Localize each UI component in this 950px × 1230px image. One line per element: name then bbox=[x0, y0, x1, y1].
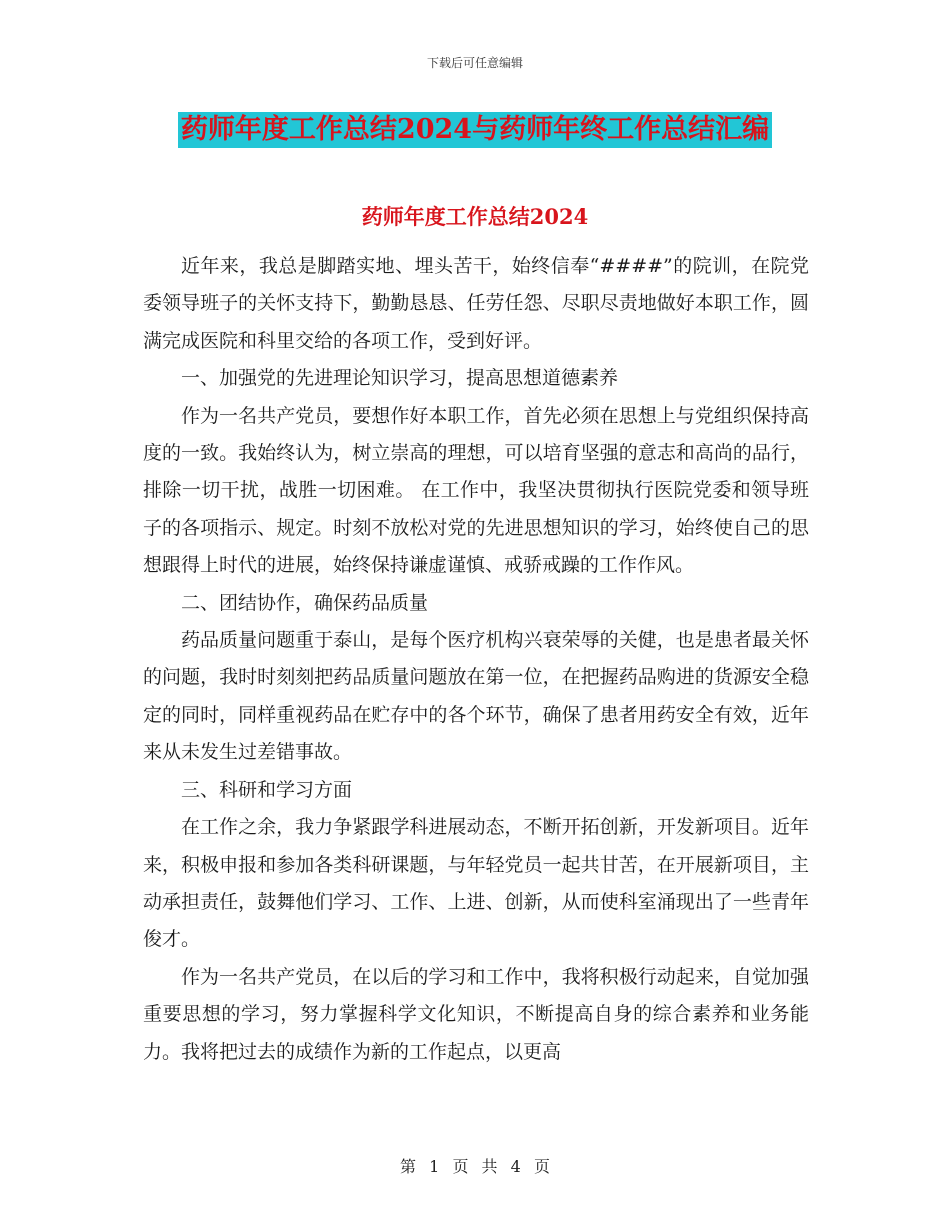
footer-gong: 共 bbox=[481, 1157, 498, 1176]
paragraph-2: 药品质量问题重于泰山，是每个医疗机构兴衰荣辱的关健，也是患者最关怀的问题，我时时刻刻把药品质量问题放在第一位，在把握药品购进的货源安全稳定的同时，同样重视药品在贮存中的各个环节，确保了患者用药安全有效，近年来从未发生过差错事故。 bbox=[143, 629, 809, 764]
page-footer bbox=[0, 1154, 950, 1177]
heading-2: 二、团结协作，确保药品质量 bbox=[181, 591, 429, 614]
footer-di: 第 bbox=[400, 1157, 417, 1176]
paragraph-3: 在工作之余，我力争紧跟学科进展动态，不断开拓创新，开发新项目。近年来，积极申报和参加各类科研课题，与年轻党员一起共甘苦，在开展新项目，主动承担责任，鼓舞他们学习、工作、上进、创新，从而使科室涌现出了一些青年俊才。 bbox=[143, 816, 809, 951]
page-header-note: 下载后可任意编辑 bbox=[426, 56, 523, 70]
footer-page-number: 1 bbox=[429, 1157, 440, 1176]
document-title: 药师年度工作总结2024与药师年终工作总结汇编 bbox=[178, 112, 772, 148]
document-body bbox=[143, 248, 809, 1071]
paragraph-intro: 近年来，我总是脚踏实地、埋头苦干，始终信奉“####”的院训，在院党委领导班子的关怀支持下，勤勤恳恳、任劳任怨、尽职尽责地做好本职工作，圆满完成医院和科里交给的各项工作，受到好评。 bbox=[143, 255, 809, 352]
section-title: 药师年度工作总结2024 bbox=[361, 204, 589, 229]
paragraph-4: 作为一名共产党员，在以后的学习和工作中，我将积极行动起来，自觉加强重要思想的学习，努力掌握科学文化知识，不断提高自身的综合素养和业务能力。我将把过去的成绩作为新的工作起点，以更高 bbox=[143, 965, 809, 1063]
footer-total-pages: 4 bbox=[510, 1157, 521, 1176]
footer-ye2: 页 bbox=[533, 1157, 550, 1176]
footer-ye: 页 bbox=[452, 1157, 469, 1176]
document-title-container bbox=[0, 112, 950, 148]
heading-1: 一、加强党的先进理论知识学习，提高思想道德素养 bbox=[181, 367, 619, 390]
heading-3: 三、科研和学习方面 bbox=[181, 778, 353, 801]
paragraph-1: 作为一名共产党员，要想作好本职工作，首先必须在思想上与党组织保持高度的一致。我始终认为，树立崇高的理想，可以培育坚强的意志和高尚的品行，排除一切干扰，战胜一切困难。 在工作中，我坚决贯彻执行医院党委和领导班子的各项指示、规定。时刻不放松对党的先进思想知识的学习，始终使自己的思想跟得上时代的进展，始终保持谦虚谨慎、戒骄戒躁的工作作风。 bbox=[143, 404, 809, 577]
